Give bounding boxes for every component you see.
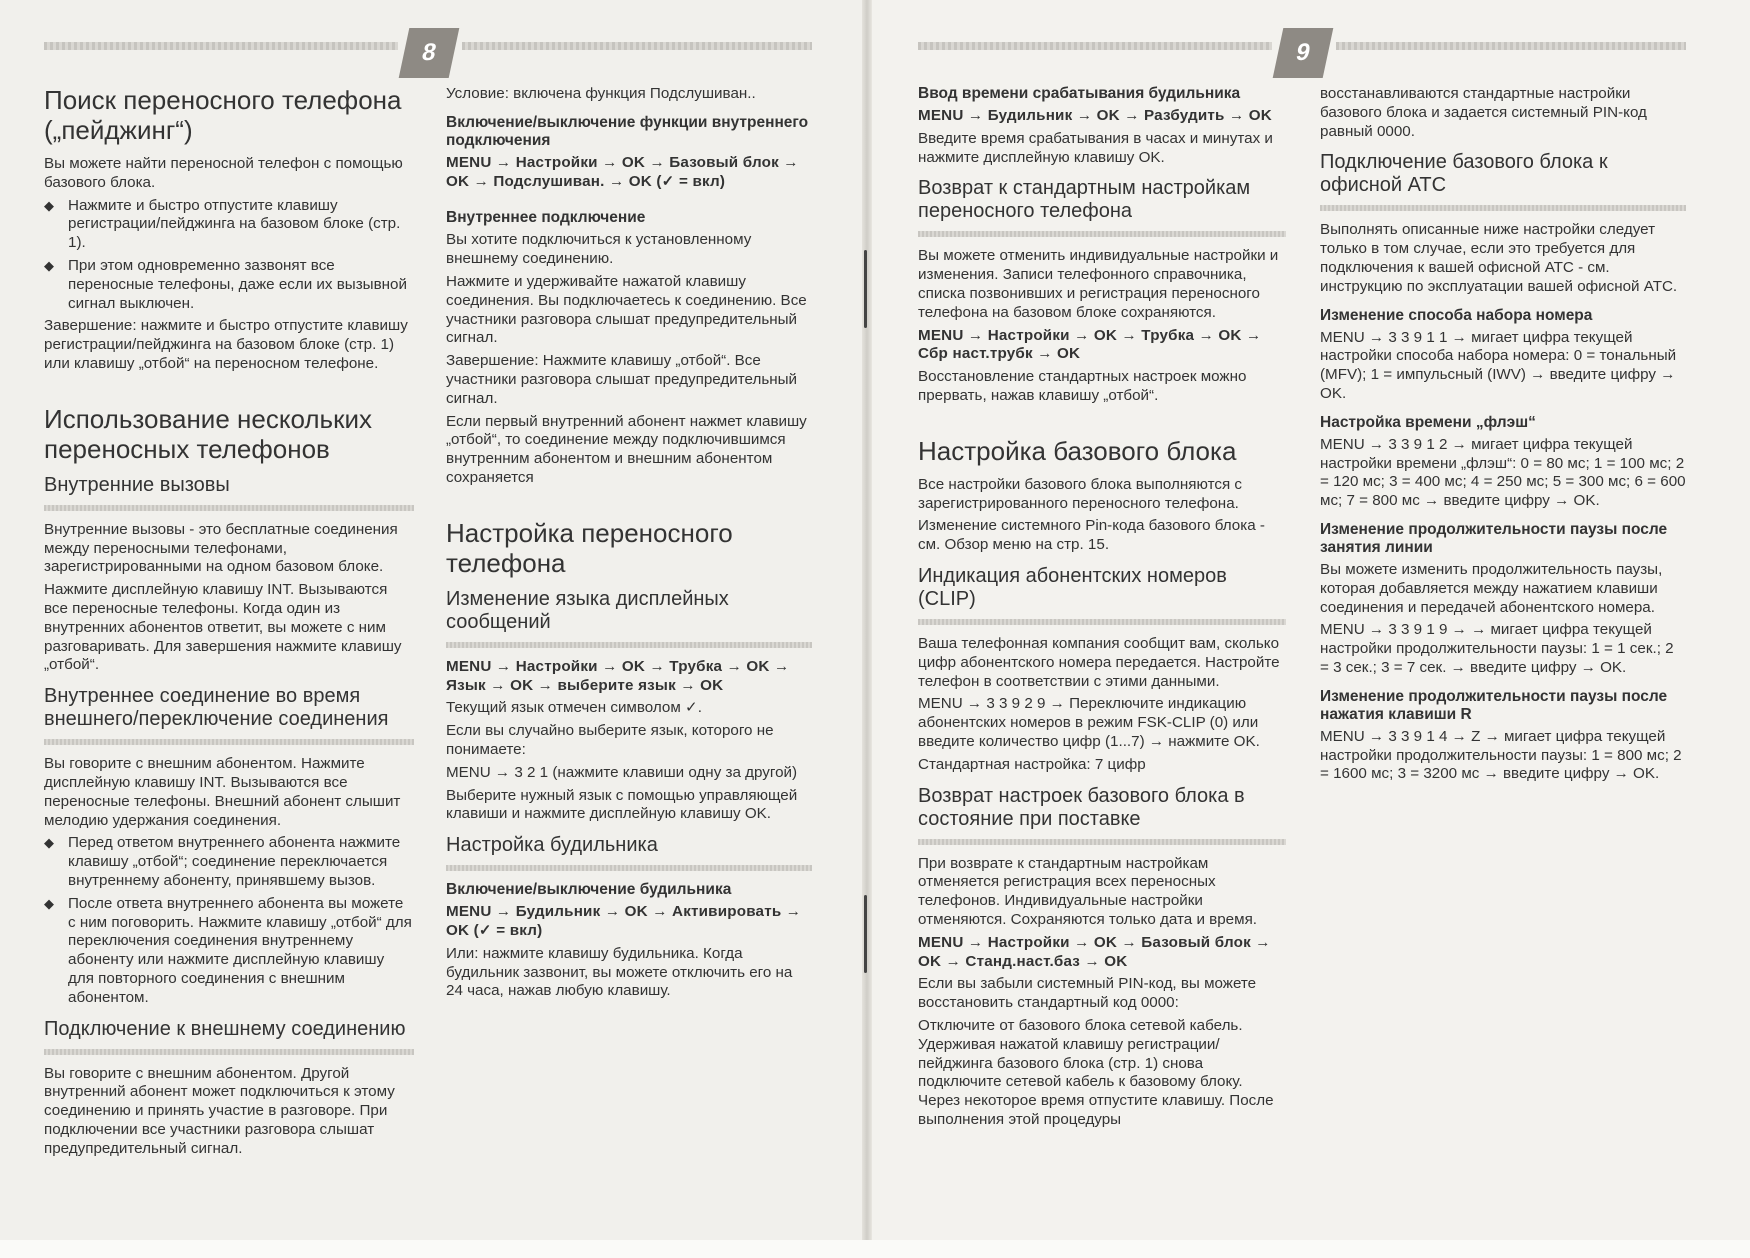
internal-connection-text-2: Нажмите и удерживайте нажатой клавишу соединения. Вы подключаетесь к соединению. Все участники разговора слышат предупредительный сигнал. bbox=[446, 272, 807, 347]
heading-clip: Индикация абонентских номеров (CLIP) bbox=[918, 564, 1227, 610]
pause-line-text-1: Вы можете изменить продолжительность паузы, которая добавляется между нажатием клавиши соединения и передачей абонентского номера. bbox=[1320, 560, 1663, 616]
language-text-1: Текущий язык отмечен символом ✓. bbox=[446, 699, 702, 717]
language-text-4: Выберите нужный язык с помощью управляющей клавиши и нажмите дисплейную клавишу OK. bbox=[446, 786, 798, 823]
pause-line-text-2: MENU → 3 3 9 1 9 → → мигает цифра текущей настройки продолжительности паузы: 1 = 1 сек.; 2 = 3 сек.; 3 = 7 сек. → введите цифру → OK. bbox=[1320, 621, 1674, 676]
heading-paging: Поиск переносного телефона („пейджинг“) bbox=[44, 85, 402, 145]
internal-connection-first: Если первый внутренний абонент нажмет клавишу „отбой“, то соединение между подключившимся внутренним абонентом и внешним абонентом сохраняется bbox=[446, 412, 807, 486]
heading-transfer: Внутреннее соединение во время внешнего/переключение соединения bbox=[44, 685, 389, 731]
staple-mark bbox=[864, 250, 867, 328]
condition-text: Условие: включена функция Подслушиван.. bbox=[446, 85, 756, 102]
pause-r-text: MENU → 3 3 9 1 4 → Z → мигает цифра текущей настройки продолжительности паузы: 1 = 800 мс; 2 = 1600 мс; 3 = 3200 мс → введите цифру → OK. bbox=[1320, 727, 1682, 783]
reset-base-text: При возврате к стандартным настройкам отменяется регистрация всех переносных телефонов. Индивидуальные настройки отменяются. Сохраняются только дата и время. bbox=[918, 854, 1258, 928]
section-rule bbox=[446, 865, 812, 871]
language-sequence: MENU → Настройки → OK → Трубка → OK → Язык → OK → выберите язык → OK bbox=[446, 657, 790, 694]
staple-mark bbox=[864, 895, 867, 973]
column-1 bbox=[44, 85, 414, 1162]
heading-reset-handset: Возврат к стандартным настройкам переносного телефона bbox=[918, 177, 1251, 223]
internal-connection-end: Завершение: Нажмите клавишу „отбой“. Все участники разговора слышат предупредительный сигнал. bbox=[446, 352, 798, 407]
alarm-or-text: Или: нажмите клавишу будильника. Когда будильник зазвонит, вы можете отключить его на 24 часа, нажав любую клавишу. bbox=[446, 944, 793, 1000]
page-number-right: 9 bbox=[1273, 28, 1334, 78]
reset-handset-sequence: MENU → Настройки → OK → Трубка → OK → Сбр наст.трубк → OK bbox=[918, 326, 1262, 363]
heading-internal-connection: Внутреннее подключение bbox=[446, 209, 646, 227]
section-rule bbox=[918, 839, 1286, 845]
heading-language: Изменение языка дисплейных сообщений bbox=[446, 587, 729, 633]
alarm-sequence: MENU → Будильник → OK → Активировать → OK (✓ = вкл) bbox=[446, 903, 802, 939]
column-2 bbox=[446, 85, 812, 1005]
heading-flash-time: Настройка времени „флэш“ bbox=[1320, 413, 1536, 431]
language-text-3: MENU → 3 2 1 (нажмите клавиши одну за другой) bbox=[446, 763, 798, 781]
internal-calls-text-2: Нажмите дисплейную клавишу INT. Вызываются все переносные телефоны. Когда один из внутренних абонентов ответит, вы можете с ним разговаривать. Для завершения нажмите клавишу „отбой“. bbox=[44, 581, 402, 674]
language-text-2: Если вы случайно выберите язык, которого не понимаете: bbox=[446, 722, 774, 758]
section-rule bbox=[44, 739, 414, 745]
clip-text: Ваша телефонная компания сообщит вам, сколько цифр абонентского номера передается. Настройте телефон в соответствии с этими данными. bbox=[918, 634, 1280, 690]
paging-bullet-2: ◆ При этом одновременно зазвонят все переносные телефоны, даже если их вызывной сигнал выключен. bbox=[44, 257, 414, 313]
header-rule-right-2 bbox=[1336, 42, 1686, 50]
section-rule bbox=[1320, 205, 1686, 211]
scan-edge bbox=[0, 1240, 1750, 1258]
base-text-1: Все настройки базового блока выполняются с зарегистрированного переносного телефона. bbox=[918, 475, 1242, 512]
heading-dial-mode: Изменение способа набора номера bbox=[1320, 306, 1593, 324]
heading-alarm-toggle: Включение/выключение будильника bbox=[446, 881, 732, 899]
alarm-time-sequence: MENU → Будильник → OK → Разбудить → OK bbox=[918, 107, 1272, 124]
reset-base-text-2: Если вы забыли системный PIN-код, вы можете восстановить стандартный код 0000: bbox=[918, 975, 1257, 1012]
reset-base-sequence: MENU → Настройки → OK → Базовый блок → OK → Станд.наст.баз → OK bbox=[918, 933, 1271, 970]
flash-time-text: MENU → 3 3 9 1 2 → мигает цифра текущей настройки времени „флэш“: 0 = 80 мс; 1 = 100 мс; 2 = 120 мс; 3 = 400 мс; 4 = 250 мс; 5 = 300 мс; 6 = 600 мс; 7 = 800 мс → введите цифру → OK. bbox=[1320, 435, 1686, 510]
header-rule-left-2 bbox=[462, 42, 812, 50]
paging-end: Завершение: нажмите и быстро отпустите клавишу регистрации/пейджинга на базовом блоке (стр. 1) или клавишу „отбой“ на переносном телефоне. bbox=[44, 317, 408, 372]
clip-default: Стандартная настройка: 7 цифр bbox=[918, 755, 1146, 773]
transfer-text: Вы говорите с внешним абонентом. Нажмите дисплейную клавишу INT. Вызываются все переносные телефоны. Внешний абонент слышит мелодию удержания соединения. bbox=[44, 755, 401, 829]
header-rule-right bbox=[918, 42, 1272, 50]
heading-internal-calls: Внутренние вызовы bbox=[44, 473, 230, 496]
page-number-left: 8 bbox=[399, 28, 460, 78]
reset-base-text-3: Отключите от базового блока сетевой кабель. Удерживая нажатой клавишу регистрации/пейджинга базового блока (стр. 1) снова подключите сетевой кабель к базовому блоку. Через некоторое время отпустите клавишу. После выполнения этой процедуры bbox=[918, 1016, 1274, 1128]
heading-listen-toggle: Включение/выключение функции внутреннего подключения bbox=[446, 113, 809, 149]
dial-mode-text: MENU → 3 3 9 1 1 → мигает цифра текущей настройки способа набора номера: 0 = тональный (MFV); 1 = импульсный (IWV) → введите цифру → OK. bbox=[1320, 328, 1677, 402]
internal-connection-text-1: Вы хотите подключиться к установленному внешнему соединению. bbox=[446, 231, 752, 268]
alarm-time-text: Введите время срабатывания в часах и минутах и нажмите дисплейную клавишу OK. bbox=[918, 129, 1273, 166]
heading-pause-line: Изменение продолжительности паузы после занятия линии bbox=[1320, 520, 1668, 556]
column-4 bbox=[1320, 85, 1686, 788]
paging-bullet-1: ◆ Нажмите и быстро отпустите клавишу регистрации/пейджинга на базовом блоке (стр. 1). bbox=[44, 197, 414, 253]
heading-reset-base: Возврат настроек базового блока в состояние при поставке bbox=[918, 784, 1245, 830]
page-fold bbox=[862, 0, 872, 1240]
heading-pause-r: Изменение продолжительности паузы после нажатия клавиши R bbox=[1320, 687, 1668, 723]
join-text: Вы говорите с внешним абонентом. Другой внутренний абонент может подключиться к этому соединению и принять участие в разговоре. При подключении все участники разговора слышат предупредительный сигнал. bbox=[44, 1064, 395, 1157]
header-rule-left bbox=[44, 42, 398, 50]
base-text-2: Изменение системного Pin-кода базового блока - см. Обзор меню на стр. 15. bbox=[918, 517, 1265, 554]
listen-sequence: MENU → Настройки → OK → Базовый блок → OK → Подслушиван. → OK (✓ = вкл) bbox=[446, 153, 799, 190]
heading-alarm-time: Ввод времени срабатывания будильника bbox=[918, 85, 1241, 102]
section-rule bbox=[446, 642, 812, 648]
clip-sequence: MENU → 3 3 9 2 9 → Переключите индикацию абонентских номеров в режим FSK-CLIP (0) или введите количество цифр (1...7) → нажмите OK. bbox=[918, 695, 1260, 750]
heading-pbx: Подключение базового блока к офисной АТС bbox=[1320, 151, 1608, 197]
column-3 bbox=[918, 85, 1286, 1134]
continued-text: восстанавливаются стандартные настройки базового блока и задается системный PIN-код равный 0000. bbox=[1320, 85, 1647, 140]
transfer-bullet-1: ◆ Перед ответом внутреннего абонента нажмите клавишу „отбой“; соединение переключается внутреннему абоненту, принявшему вызов. bbox=[44, 834, 414, 890]
heading-join-external: Подключение к внешнему соединению bbox=[44, 1017, 406, 1040]
heading-multiple-handsets: Использование нескольких переносных телефонов bbox=[44, 403, 372, 464]
internal-calls-text-1: Внутренние вызовы - это бесплатные соединения между переносными телефонами, зарегистрированными на одном базовом блоке. bbox=[44, 520, 398, 576]
section-rule bbox=[44, 505, 414, 511]
reset-handset-text-2: Восстановление стандартных настроек можно прервать, нажав клавишу „отбой“. bbox=[918, 368, 1247, 404]
section-rule bbox=[918, 619, 1286, 625]
heading-base-settings: Настройка базового блока bbox=[918, 435, 1237, 466]
transfer-bullet-2: ◆ После ответа внутреннего абонента вы можете с ним поговорить. Нажмите клавишу „отбой“ для переключения соединения внутреннему абоненту или нажмите дисплейную клавишу для повторного соединения с внешним абонентом. bbox=[44, 895, 414, 1008]
paging-intro: Вы можете найти переносной телефон с помощью базового блока. bbox=[44, 155, 403, 191]
pbx-text: Выполнять описанные ниже настройки следует только в том случае, если это требуется для подключения к вашей офисной АТС - см. инструкцию по эксплуатации вашей офисной АТС. bbox=[1320, 221, 1678, 295]
heading-handset-settings: Настройка переносного телефона bbox=[446, 517, 733, 578]
section-rule bbox=[44, 1049, 414, 1055]
heading-alarm: Настройка будильника bbox=[446, 834, 658, 857]
section-rule bbox=[918, 231, 1286, 237]
reset-handset-text: Вы можете отменить индивидуальные настройки и изменения. Записи телефонного справочника, списка позвонивших и регистрация переносного телефона на базовом блоке сохраняются. bbox=[918, 247, 1279, 321]
